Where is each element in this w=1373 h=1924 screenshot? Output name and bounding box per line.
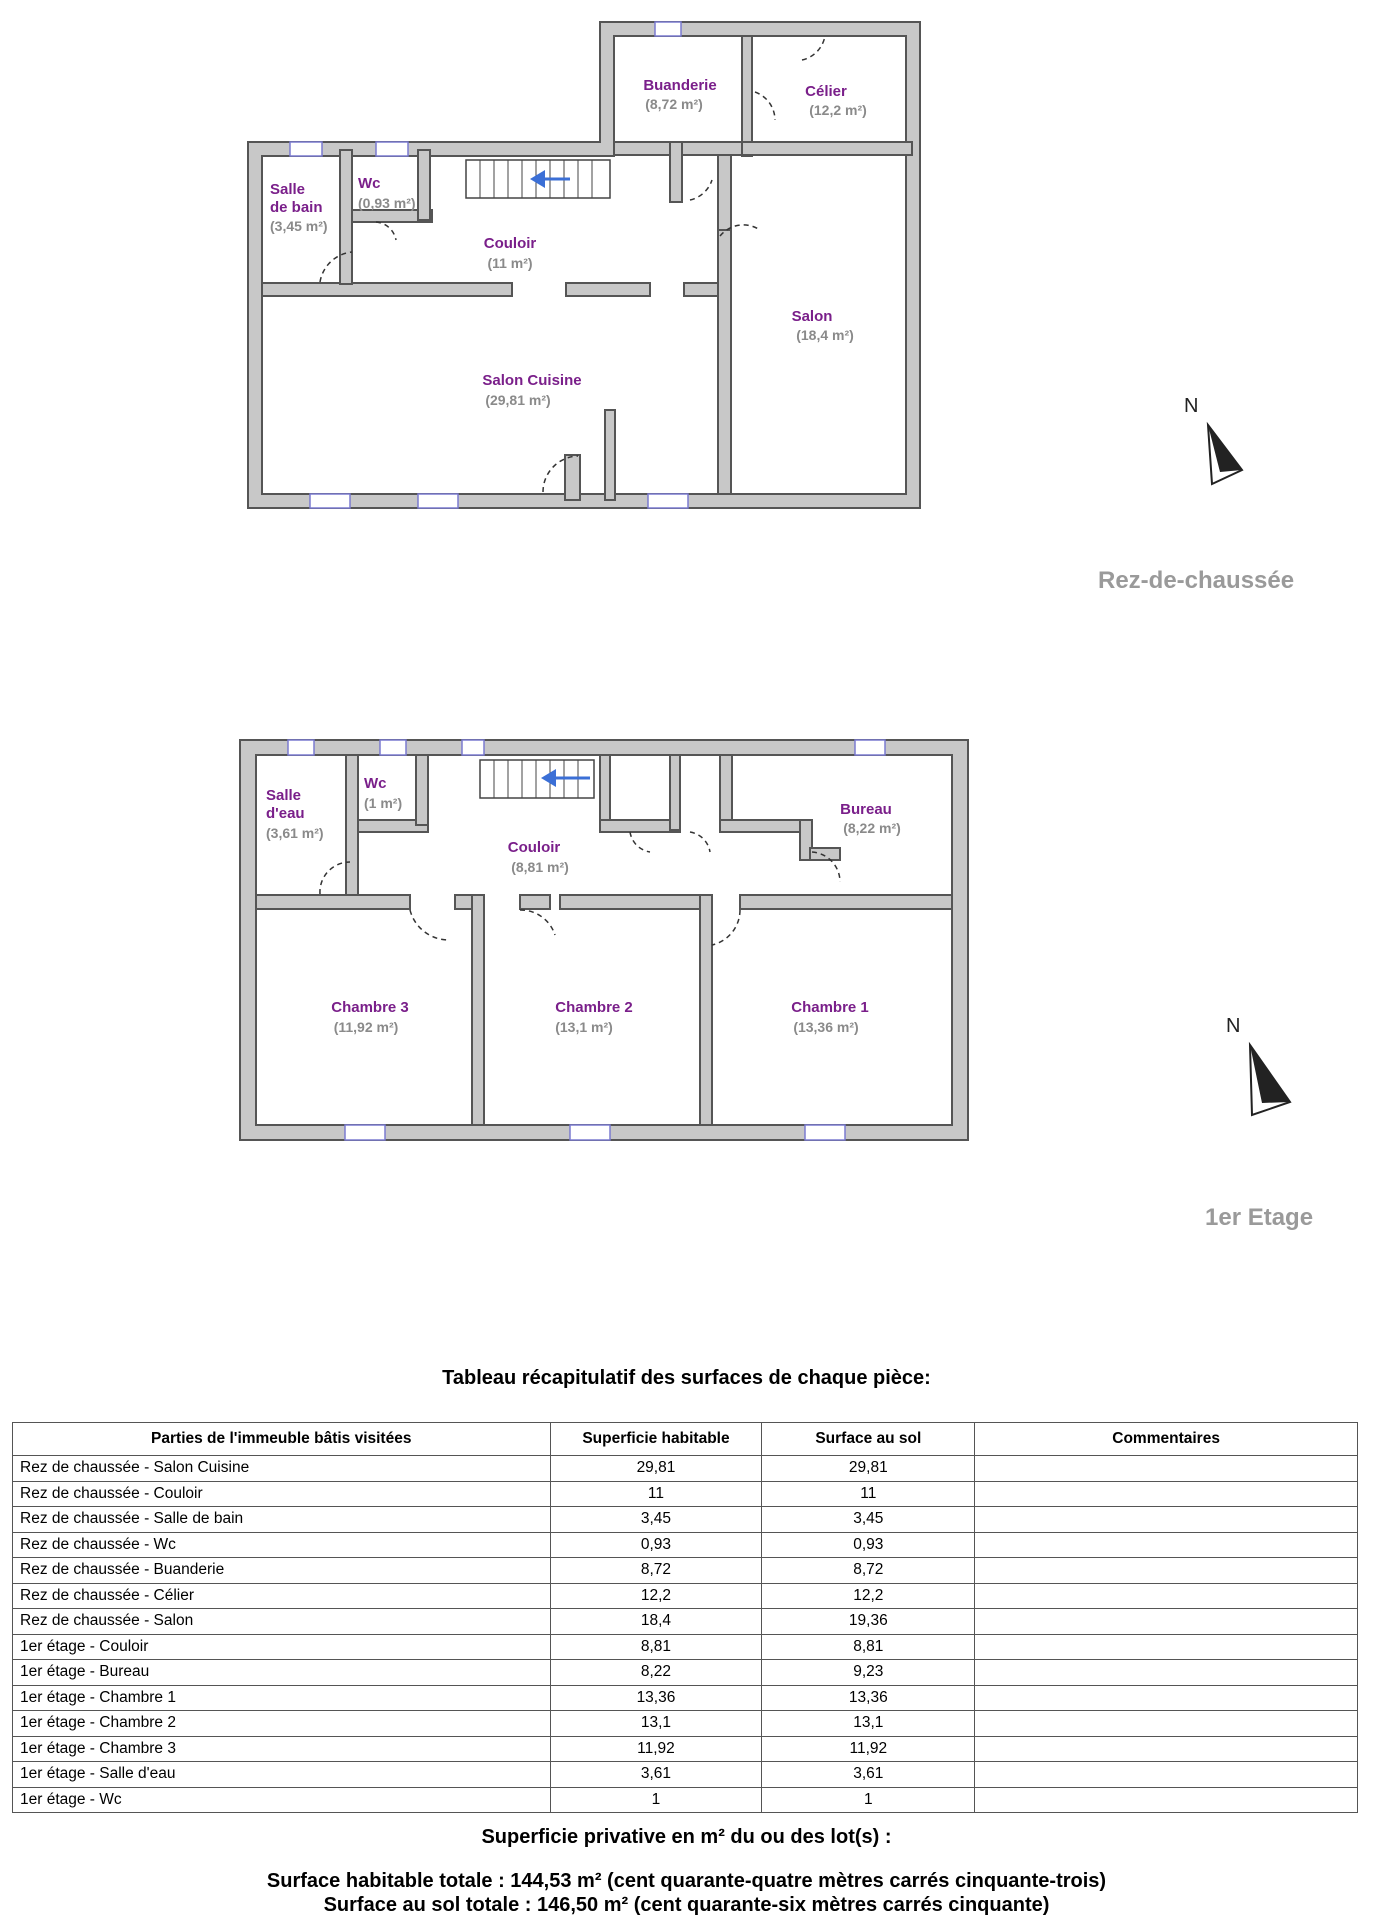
door-swing	[802, 36, 825, 60]
room-area-buanderie: (8,72 m²)	[645, 96, 703, 112]
window	[655, 22, 681, 36]
total-habitable: Surface habitable totale : 144,53 m² (cent quarante-quatre mètres carrés cinquante-trois)	[266, 1870, 1107, 1892]
first-wall	[560, 895, 710, 909]
room-name-chambre2: Chambre 2	[555, 999, 633, 1016]
comment-cell	[975, 1609, 1358, 1635]
window	[310, 494, 350, 508]
column-header: Parties de l'immeuble bâtis visitées	[13, 1423, 551, 1456]
habitable-cell: 12,2	[550, 1583, 762, 1609]
table-row	[13, 1685, 1358, 1711]
room-cell: Rez de chaussée - Salon	[13, 1609, 551, 1635]
north-label: N	[1184, 395, 1199, 417]
ground-wall	[262, 283, 512, 296]
room-cell: 1er étage - Chambre 1	[13, 1685, 551, 1711]
room-cell: Rez de chaussée - Buanderie	[13, 1558, 551, 1584]
comment-cell	[975, 1711, 1358, 1737]
comment-cell	[975, 1762, 1358, 1788]
habitable-cell: 11	[550, 1481, 762, 1507]
room-name-couloir: Couloir	[507, 839, 561, 856]
habitable-cell: 8,81	[550, 1634, 762, 1660]
sol-cell: 11,92	[762, 1736, 975, 1762]
room-area-salon: (18,4 m²)	[796, 327, 854, 343]
table-row	[13, 1456, 1358, 1482]
room-cell: 1er étage - Chambre 2	[13, 1711, 551, 1737]
room-cell: 1er étage - Bureau	[13, 1660, 551, 1686]
window	[376, 142, 408, 156]
habitable-cell: 13,1	[550, 1711, 762, 1737]
comment-cell	[975, 1558, 1358, 1584]
room-area-chambre1: (13,36 m²)	[793, 1019, 859, 1035]
room-area-salle-eau: (3,61 m²)	[266, 825, 324, 841]
ground-wall	[742, 36, 752, 156]
ground-wall	[742, 142, 912, 155]
room-cell: Rez de chaussée - Célier	[13, 1583, 551, 1609]
room-name-wc: Wc	[364, 775, 387, 792]
floor-label-first: 1er Etage	[1205, 1204, 1314, 1231]
first-floor-plan	[240, 740, 1313, 1231]
room-cell: 1er étage - Wc	[13, 1787, 551, 1813]
room-name-salle-eau-1: Salle	[266, 787, 302, 804]
room-name-salle-de-bain-1: Salle	[270, 181, 306, 198]
habitable-cell: 11,92	[550, 1736, 762, 1762]
window	[418, 494, 458, 508]
habitable-cell: 1	[550, 1787, 762, 1813]
table-row	[13, 1711, 1358, 1737]
room-area-salon-cuisine: (29,81 m²)	[485, 392, 551, 408]
stairs	[480, 760, 594, 798]
ground-wall	[418, 150, 430, 220]
habitable-cell: 0,93	[550, 1532, 762, 1558]
first-wall	[520, 895, 550, 909]
habitable-cell: 3,45	[550, 1507, 762, 1533]
habitable-cell: 18,4	[550, 1609, 762, 1635]
first-wall	[346, 755, 358, 895]
total-sol: Surface au sol totale : 146,50 m² (cent quarante-six mètres carrés cinquante)	[323, 1894, 1050, 1916]
sol-cell: 8,81	[762, 1634, 975, 1660]
room-name-salon: Salon	[791, 308, 833, 325]
room-area-chambre3: (11,92 m²)	[333, 1019, 399, 1035]
window	[288, 740, 314, 755]
stairs	[466, 160, 610, 198]
window	[648, 494, 688, 508]
first-wall	[256, 895, 410, 909]
table-row	[13, 1481, 1358, 1507]
habitable-cell: 29,81	[550, 1456, 762, 1482]
floor-label-ground: Rez-de-chaussée	[1098, 567, 1295, 594]
column-header: Commentaires	[975, 1423, 1358, 1456]
table-row	[13, 1609, 1358, 1635]
room-cell: Rez de chaussée - Salle de bain	[13, 1507, 551, 1533]
ground-wall	[340, 150, 352, 284]
room-area-chambre2: (13,1 m²)	[555, 1019, 613, 1035]
window	[855, 740, 885, 755]
ground-wall	[605, 410, 615, 500]
comment-cell	[975, 1456, 1358, 1482]
window	[345, 1125, 385, 1140]
first-wall	[720, 820, 810, 832]
summary-title: Tableau récapitulatif des surfaces de chaque pièce:	[442, 1367, 931, 1389]
room-cell: 1er étage - Chambre 3	[13, 1736, 551, 1762]
sol-cell: 13,1	[762, 1711, 975, 1737]
room-area-celier: (12,2 m²)	[809, 102, 867, 118]
surface-table	[12, 1422, 1358, 1813]
table-row	[13, 1660, 1358, 1686]
first-wall	[700, 895, 712, 1125]
ground-floor-plan	[248, 22, 1294, 594]
comment-cell	[975, 1507, 1358, 1533]
first-wall	[720, 755, 732, 830]
room-name-chambre1: Chambre 1	[791, 999, 869, 1016]
table-row	[13, 1787, 1358, 1813]
sol-cell: 29,81	[762, 1456, 975, 1482]
door-swing	[755, 92, 775, 120]
window	[380, 740, 406, 755]
sol-cell: 11	[762, 1481, 975, 1507]
room-area-wc: (0,93 m²)	[358, 195, 416, 211]
sol-cell: 3,61	[762, 1762, 975, 1788]
table-row	[13, 1762, 1358, 1788]
north-label: N	[1226, 1015, 1241, 1037]
room-cell: 1er étage - Salle d'eau	[13, 1762, 551, 1788]
door-swing	[712, 910, 740, 945]
room-cell: Rez de chaussée - Couloir	[13, 1481, 551, 1507]
comment-cell	[975, 1532, 1358, 1558]
sol-cell: 12,2	[762, 1583, 975, 1609]
habitable-cell: 8,22	[550, 1660, 762, 1686]
first-wall	[600, 755, 610, 830]
sol-cell: 19,36	[762, 1609, 975, 1635]
first-wall	[600, 820, 680, 832]
room-name-wc: Wc	[358, 175, 381, 192]
room-name-celier: Célier	[805, 83, 847, 100]
door-swing	[630, 832, 650, 852]
room-area-wc: (1 m²)	[364, 795, 403, 811]
room-cell: Rez de chaussée - Salon Cuisine	[13, 1456, 551, 1482]
window	[290, 142, 322, 156]
ground-wall	[718, 230, 731, 494]
sol-cell: 1	[762, 1787, 975, 1813]
room-area-salle-de-bain: (3,45 m²)	[270, 218, 328, 234]
first-wall	[670, 755, 680, 830]
comment-cell	[975, 1787, 1358, 1813]
room-name-salon-cuisine: Salon Cuisine	[482, 372, 582, 389]
sol-cell: 0,93	[762, 1532, 975, 1558]
room-name-couloir: Couloir	[483, 235, 537, 252]
comment-cell	[975, 1634, 1358, 1660]
comment-cell	[975, 1685, 1358, 1711]
door-swing	[690, 180, 712, 200]
door-swing	[690, 832, 710, 852]
sol-cell: 13,36	[762, 1685, 975, 1711]
room-name-bureau: Bureau	[840, 801, 892, 818]
room-cell: Rez de chaussée - Wc	[13, 1532, 551, 1558]
ground-wall	[565, 455, 580, 500]
comment-cell	[975, 1583, 1358, 1609]
room-area-bureau: (8,22 m²)	[843, 820, 901, 836]
window	[462, 740, 484, 755]
first-wall	[740, 895, 952, 909]
table-row	[13, 1558, 1358, 1584]
table-row	[13, 1634, 1358, 1660]
footer-title: Superficie privative en m² du ou des lot(s) :	[481, 1826, 892, 1848]
room-name-salle-eau-2: d'eau	[266, 805, 305, 822]
table-row	[13, 1532, 1358, 1558]
table-body	[13, 1456, 1358, 1813]
window	[805, 1125, 845, 1140]
sol-cell: 9,23	[762, 1660, 975, 1686]
room-name-buanderie: Buanderie	[643, 77, 717, 94]
table-header-row	[13, 1423, 1358, 1456]
sol-cell: 3,45	[762, 1507, 975, 1533]
room-name-chambre3: Chambre 3	[331, 999, 409, 1016]
first-wall	[810, 848, 840, 860]
table-row	[13, 1507, 1358, 1533]
door-swing	[520, 910, 555, 935]
ground-wall	[684, 283, 720, 296]
ground-wall	[566, 283, 650, 296]
room-area-couloir: (8,81 m²)	[511, 859, 569, 875]
comment-cell	[975, 1736, 1358, 1762]
habitable-cell: 13,36	[550, 1685, 762, 1711]
ground-wall	[670, 142, 682, 202]
sol-cell: 8,72	[762, 1558, 975, 1584]
habitable-cell: 8,72	[550, 1558, 762, 1584]
table-row	[13, 1583, 1358, 1609]
comment-cell	[975, 1481, 1358, 1507]
table-row	[13, 1736, 1358, 1762]
room-area-couloir: (11 m²)	[487, 255, 533, 271]
first-wall	[472, 895, 484, 1125]
room-cell: 1er étage - Couloir	[13, 1634, 551, 1660]
first-wall	[416, 755, 428, 825]
column-header: Surface au sol	[762, 1423, 975, 1456]
room-name-salle-de-bain-2: de bain	[270, 199, 323, 216]
door-swing	[376, 222, 396, 240]
column-header: Superficie habitable	[550, 1423, 762, 1456]
comment-cell	[975, 1660, 1358, 1686]
window	[570, 1125, 610, 1140]
habitable-cell: 3,61	[550, 1762, 762, 1788]
door-swing	[410, 910, 450, 940]
